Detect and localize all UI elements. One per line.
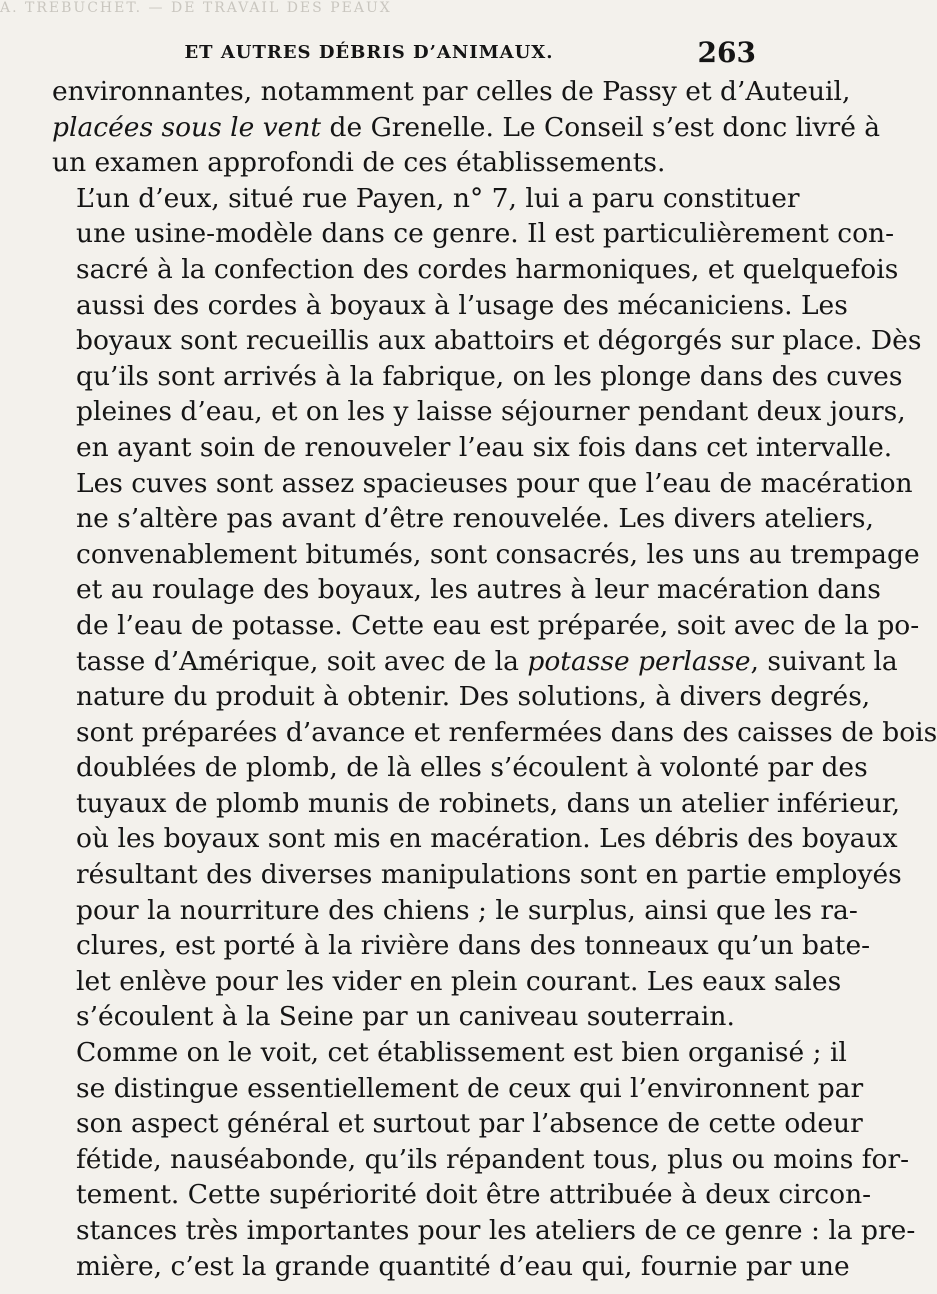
- paragraph: [52, 74, 881, 181]
- text-line: stances très importantes pour les ateliers de ce genre : la pre-: [76, 1215, 916, 1246]
- text-line: et au roulage des boyaux, les autres à leur macération dans: [76, 574, 881, 606]
- paragraph: [52, 1035, 916, 1284]
- text-line: où les boyaux sont mis en macération. Les débris des boyaux: [76, 823, 898, 855]
- text-line: un examen approfondi de ces établissements.: [52, 147, 666, 179]
- running-head-title: ET AUTRES DÉBRIS D’ANIMAUX.: [184, 42, 554, 63]
- text-line: tement. Cette supériorité doit être attribuée à deux circon-: [76, 1179, 872, 1211]
- text-line: résultant des diverses manipulations sont en partie employés: [76, 859, 902, 891]
- text-line: doublées de plomb, de là elles s’écoulent à volonté par des: [76, 752, 868, 784]
- text-line: pour la nourriture des chiens ; le surplus, ainsi que les ra-: [76, 894, 858, 926]
- page-number: 263: [697, 36, 756, 69]
- text-segment: tasse d’Amérique, soit avec de la: [76, 645, 528, 677]
- text-line: s’écoulent à la Seine par un caniveau souterrain.: [76, 1001, 735, 1033]
- text-line: nature du produit à obtenir. Des solutions, à divers degrés,: [76, 681, 871, 713]
- text-line: tuyaux de plomb munis de robinets, dans un atelier inférieur,: [76, 787, 901, 819]
- italic-text: potasse perlasse: [527, 645, 751, 677]
- text-line: Les cuves sont assez spacieuses pour que l’eau de macération: [76, 467, 913, 499]
- text-line: une usine-modèle dans ce genre. Il est particulièrement con-: [76, 218, 895, 250]
- text-segment: de Grenelle. Le Conseil s’est donc livré à: [321, 111, 881, 143]
- text-line: se distingue essentiellement de ceux qui l’environnent par: [76, 1072, 864, 1104]
- text-line: [52, 110, 881, 146]
- text-line: environnantes, notamment par celles de Passy et d’Auteuil,: [52, 76, 851, 107]
- text-line: convenablement bitumés, sont consacrés, les uns au trempage: [76, 538, 920, 570]
- text-line: de l’eau de potasse. Cette eau est préparée, soit avec de la po-: [76, 609, 920, 641]
- text-line: [52, 644, 898, 680]
- body-text: [52, 74, 937, 1284]
- text-line: sont préparées d’avance et renfermées dans des caisses de bois: [76, 716, 937, 748]
- text-line: fétide, nauséabonde, qu’ils répandent tous, plus ou moins for-: [76, 1143, 910, 1175]
- text-line: aussi des cordes à boyaux à l’usage des mécaniciens. Les: [76, 289, 848, 321]
- text-line: sacré à la confection des cordes harmoniques, et quelquefois: [76, 253, 899, 285]
- text-line: qu’ils sont arrivés à la fabrique, on les plonge dans des cuves: [76, 360, 903, 392]
- text-line: pleines d’eau, et on les y laisse séjourner pendant deux jours,: [76, 396, 906, 428]
- text-line: Comme on le voit, cet établissement est bien organisé ; il: [76, 1037, 847, 1069]
- paragraph: [52, 181, 937, 1035]
- italic-text: placées sous le vent: [52, 111, 322, 143]
- text-line: boyaux sont recueillis aux abattoirs et dégorgés sur place. Dès: [76, 325, 922, 357]
- text-line: en ayant soin de renouveler l’eau six fois dans cet intervalle.: [76, 431, 893, 463]
- running-head: [52, 34, 756, 74]
- text-line: L’un d’eux, situé rue Payen, n° 7, lui a paru constituer: [76, 182, 800, 214]
- text-line: mière, c’est la grande quantité d’eau qui, fournie par une: [76, 1250, 850, 1282]
- text-line: let enlève pour les vider en plein courant. Les eaux sales: [76, 965, 842, 997]
- text-segment: , suivant la: [750, 645, 898, 677]
- text-line: son aspect général et surtout par l’absence de cette odeur: [76, 1108, 863, 1140]
- bleed-through-text: A. TREBUCHET. — DE TRAVAIL DES PEAUX: [0, 0, 392, 16]
- text-line: ne s’altère pas avant d’être renouvelée. Les divers ateliers,: [76, 503, 874, 535]
- text-line: clures, est porté à la rivière dans des tonneaux qu’un bate-: [76, 930, 871, 962]
